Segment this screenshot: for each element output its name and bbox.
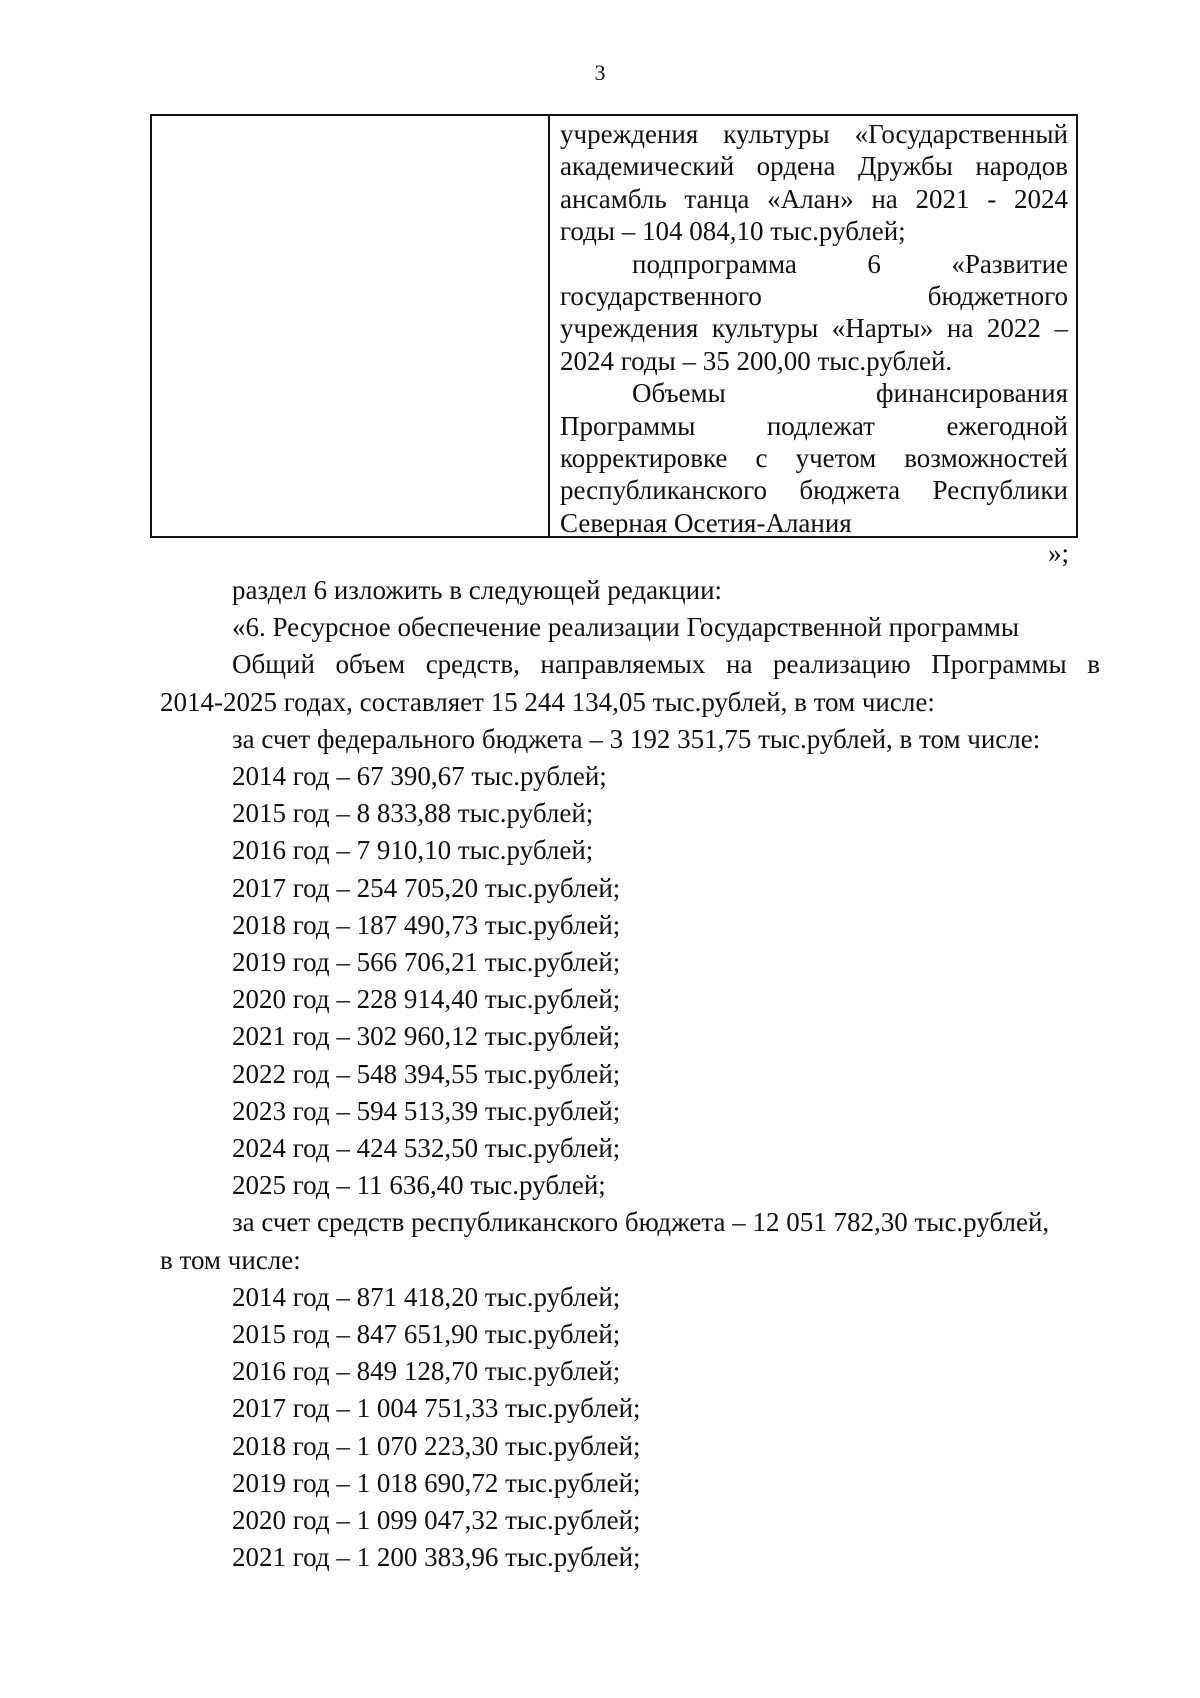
cell-line: корректировке с учетом возможностей — [560, 443, 1068, 474]
cell-line: Северная Осетия-Алания — [560, 507, 852, 538]
federal-year-line: 2020 год – 228 914,40 тыс.рублей; — [232, 984, 621, 1015]
cell-line: 2024 годы – 35 200,00 тыс.рублей. — [560, 345, 953, 376]
federal-year-line: 2015 год – 8 833,88 тыс.рублей; — [232, 798, 594, 829]
federal-year-line: 2018 год – 187 490,73 тыс.рублей; — [232, 909, 621, 940]
total-line: 2014-2025 годах, составляет 15 244 134,05 тыс.рублей, в том числе: — [160, 686, 935, 717]
republic-year-line: 2020 год – 1 099 047,32 тыс.рублей; — [232, 1505, 641, 1536]
cell-line: государственного бюджетного — [560, 281, 1068, 312]
table-right-cell — [560, 118, 1068, 539]
cell-line: ансамбль танца «Алан» на 2021 - 2024 — [560, 183, 1068, 214]
closing-quote: »; — [1048, 538, 1070, 568]
republic-year-line: 2015 год – 847 651,90 тыс.рублей; — [232, 1319, 621, 1350]
cell-line: учреждения культуры «Государственный — [560, 119, 1068, 149]
table-column-divider — [548, 116, 550, 536]
federal-intro: за счет федерального бюджета – 3 192 351,75 тыс.рублей, в том числе: — [232, 723, 1041, 754]
cell-line: учреждения культуры «Нарты» на 2022 – — [560, 313, 1068, 344]
cell-line: годы – 104 084,10 тыс.рублей; — [560, 216, 906, 247]
federal-year-line: 2024 год – 424 532,50 тыс.рублей; — [232, 1133, 621, 1164]
republic-intro: за счет средств республиканского бюджета – 12 051 782,30 тыс.рублей, — [232, 1207, 1050, 1238]
federal-year-line: 2021 год – 302 960,12 тыс.рублей; — [232, 1021, 621, 1052]
cell-line: Объемы финансирования — [632, 378, 1068, 409]
section-title: «6. Ресурсное обеспечение реализации Государственной программы — [232, 612, 1019, 643]
federal-year-line: 2014 год – 67 390,67 тыс.рублей; — [232, 761, 607, 792]
federal-year-line: 2017 год – 254 705,20 тыс.рублей; — [232, 872, 621, 903]
republic-year-line: 2017 год – 1 004 751,33 тыс.рублей; — [232, 1393, 641, 1424]
federal-year-line: 2016 год – 7 910,10 тыс.рублей; — [232, 835, 594, 866]
federal-year-line: 2025 год – 11 636,40 тыс.рублей; — [232, 1170, 606, 1201]
cell-line: подпрограмма 6 «Развитие — [632, 248, 1068, 279]
cell-line: академический ордена Дружбы народов — [560, 151, 1068, 182]
passport-table — [150, 114, 1078, 538]
cell-line: республиканского бюджета Республики — [560, 475, 1068, 506]
republic-year-line: 2018 год – 1 070 223,30 тыс.рублей; — [232, 1430, 641, 1461]
republic-year-line: 2014 год – 871 418,20 тыс.рублей; — [232, 1281, 621, 1312]
republic-year-line: 2021 год – 1 200 383,96 тыс.рублей; — [232, 1542, 641, 1573]
total-line: Общий объем средств, направляемых на реализацию Программы в — [232, 649, 1100, 680]
federal-year-line: 2023 год – 594 513,39 тыс.рублей; — [232, 1095, 621, 1126]
republic-intro-continuation: в том числе: — [160, 1244, 301, 1275]
section-intro: раздел 6 изложить в следующей редакции: — [232, 575, 723, 605]
page-number: 3 — [594, 60, 606, 85]
federal-year-line: 2019 год – 566 706,21 тыс.рублей; — [232, 947, 621, 978]
cell-line: Программы подлежат ежегодной — [560, 410, 1068, 441]
section-body — [160, 572, 1100, 1576]
federal-year-line: 2022 год – 548 394,55 тыс.рублей; — [232, 1058, 621, 1089]
republic-year-line: 2019 год – 1 018 690,72 тыс.рублей; — [232, 1467, 641, 1498]
republic-year-line: 2016 год – 849 128,70 тыс.рублей; — [232, 1356, 621, 1387]
